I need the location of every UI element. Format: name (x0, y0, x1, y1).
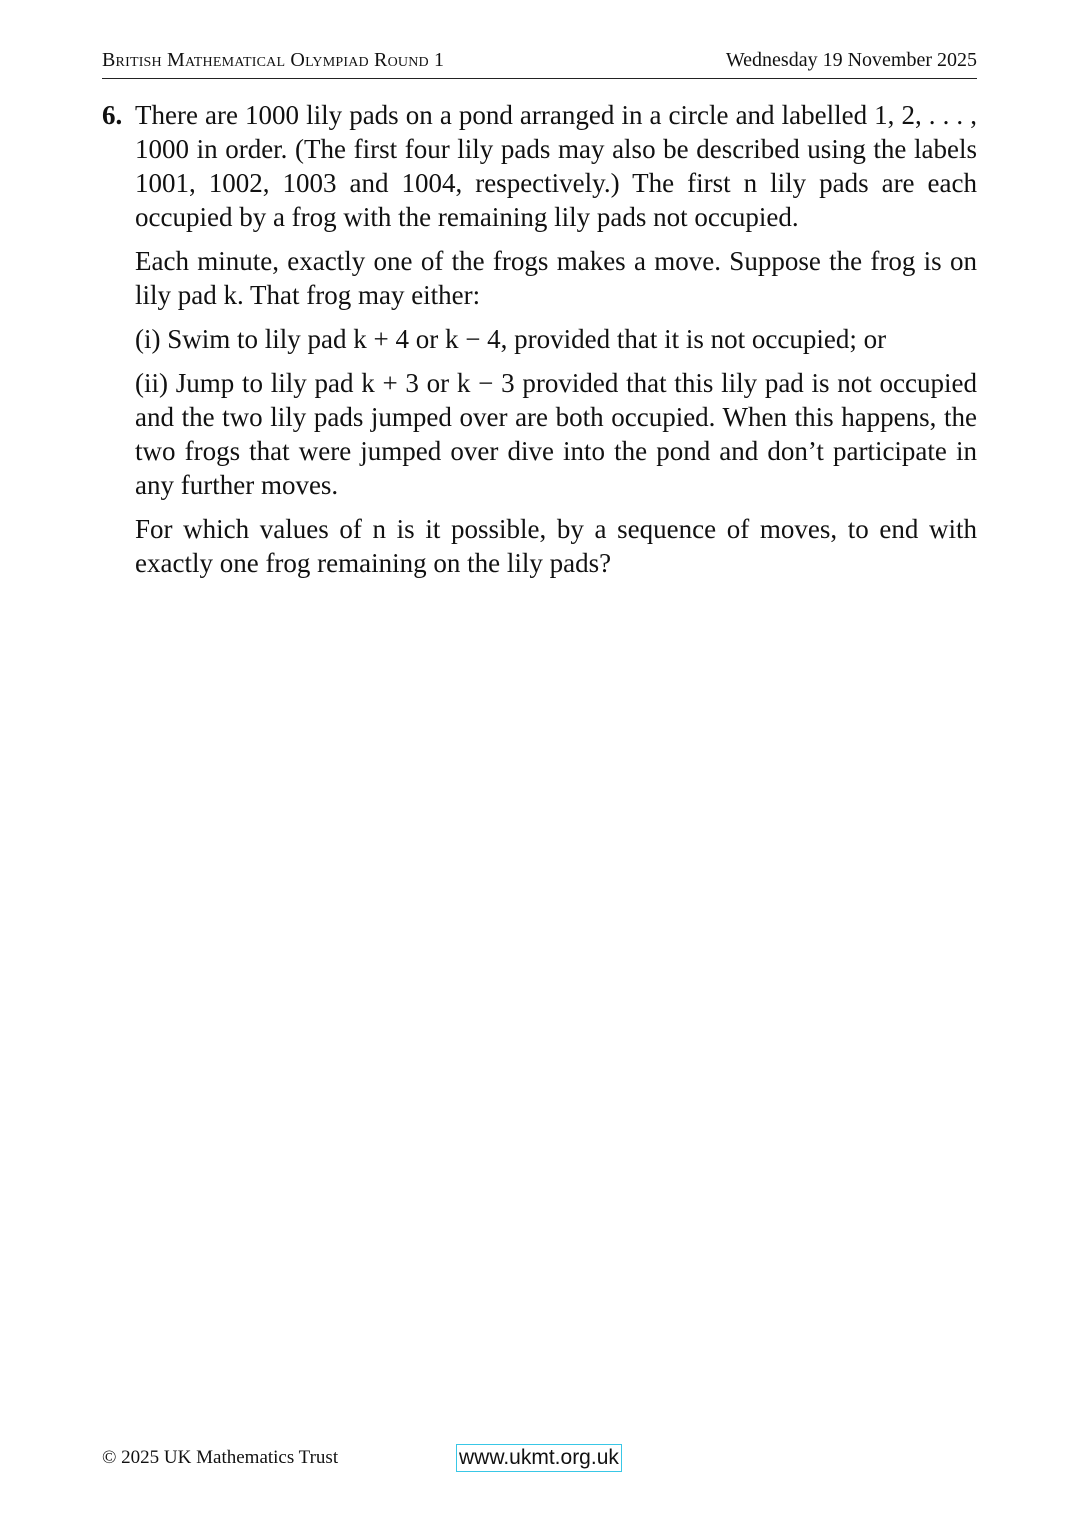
problem-number: 6. (102, 100, 123, 130)
page-header (102, 46, 977, 79)
problem-6 (102, 98, 977, 590)
problem-paragraph-moves: Each minute, exactly one of the frogs makes a move. Suppose the frog is on lily pad k. That frog may either: (135, 246, 977, 310)
exam-date: Wednesday 19 November 2025 (725, 49, 977, 71)
copyright-notice: © 2025 UK Mathematics Trust (102, 1447, 339, 1468)
problem-paragraph-setup: There are 1000 lily pads on a pond arranged in a circle and labelled 1, 2, . . . , 1000 in order. (The first four lily pads may also be described using the labels 1001, 1002, 1003 and 1004, respectively.) The first n lily pads are each occupied by a frog with the remaining lily pads not occupied. (135, 100, 977, 232)
problem-paragraph-jump-rule: (ii) Jump to lily pad k + 3 or k − 3 provided that this lily pad is not occupied and the two lily pads jumped over are both occupied. When this happens, the two frogs that were jumped over dive into the pond and don’t participate in any further moves. (135, 368, 977, 500)
ukmt-website-link[interactable]: www.ukmt.org.uk (456, 1444, 622, 1472)
problem-paragraph-question: For which values of n is it possible, by a sequence of moves, to end with exactly one frog remaining on the lily pads? (135, 514, 977, 578)
competition-title: British Mathematical Olympiad Round 1 (102, 49, 445, 71)
problem-paragraph-swim-rule: (i) Swim to lily pad k + 4 or k − 4, provided that it is not occupied; or (135, 324, 887, 354)
